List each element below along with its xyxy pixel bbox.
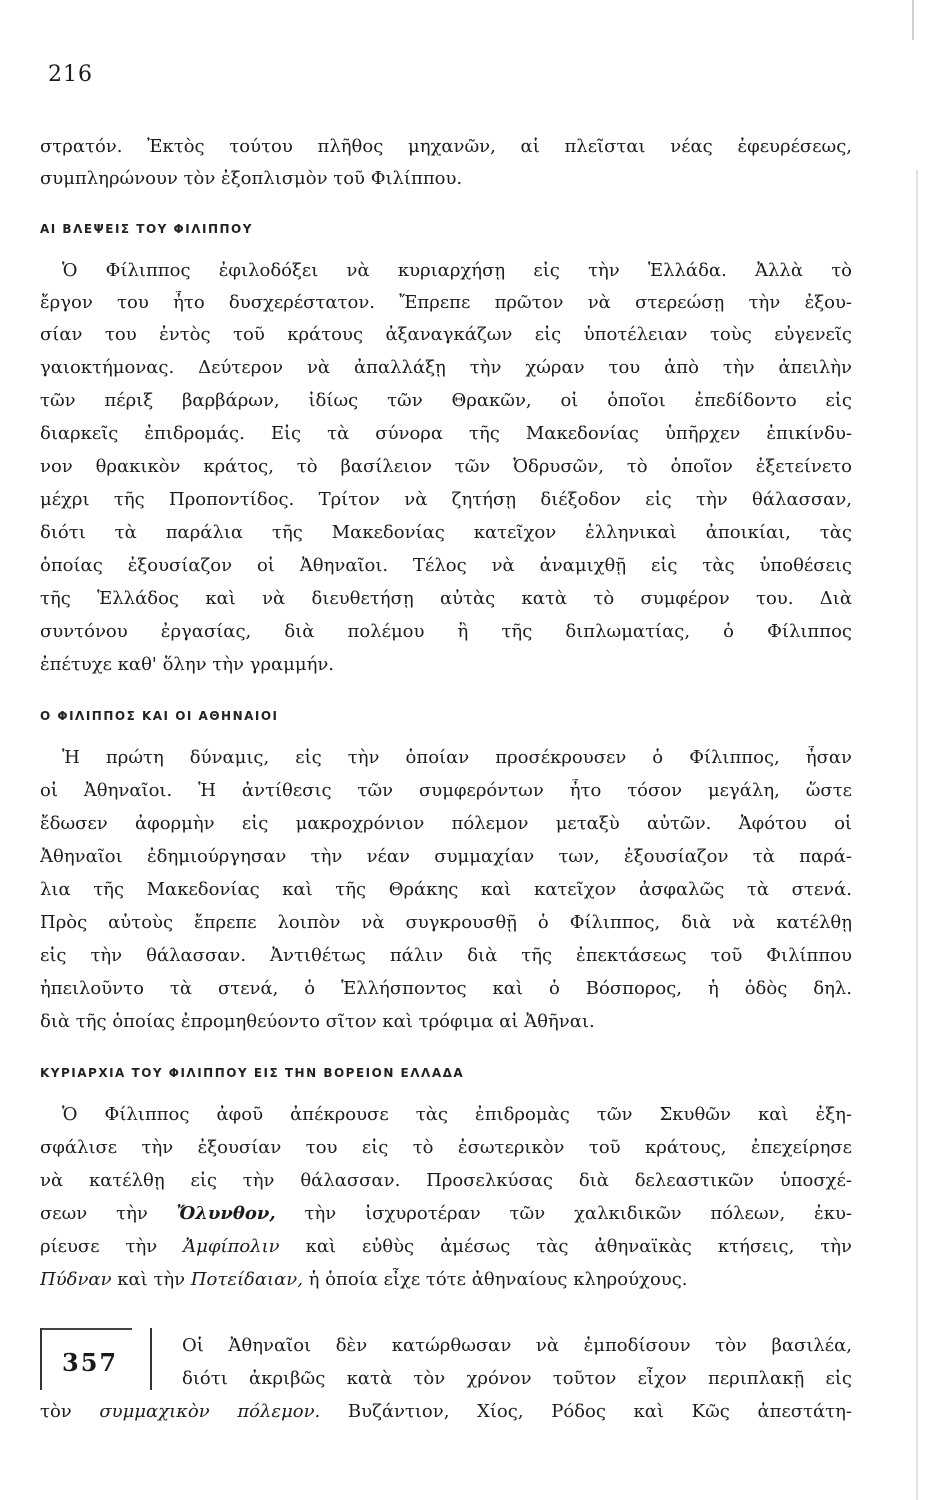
section-heading: ΑΙ ΒΛΕΨΕΙΣ ΤΟΥ ΦΙΛΙΠΠΟΥ — [40, 222, 253, 236]
text-line: ἔργον του ἦτο δυσχερέστατον. Ἔπρεπε πρῶτον νὰ στερεώσῃ τὴν ἐξου- — [40, 292, 852, 313]
text-run: σεων τὴν — [40, 1203, 177, 1224]
text-line: εἰς τὴν θάλασσαν. Ἀντιθέτως πάλιν διὰ τῆς ἐπεκτάσεως τοῦ Φιλίππου — [40, 945, 852, 966]
text-line: Ὁ Φίλιππος ἐφιλοδόξει νὰ κυριαρχήσῃ εἰς τὴν Ἑλλάδα. Ἀλλὰ τὸ — [62, 260, 852, 281]
text-run: ἡ ὁποία εἶχε τότε ἀθηναίους κληρούχους. — [302, 1269, 688, 1290]
text-run: τὴν ἰσχυροτέραν τῶν χαλκιδικῶν πόλεων, ἐκυ- — [275, 1203, 852, 1224]
text-line: Ἀθηναῖοι ἐδημιούργησαν τὴν νέαν συμμαχίαν των, ἐξουσίαζον τὰ παρά- — [40, 846, 852, 867]
text-run: ρίευσε τὴν — [40, 1236, 184, 1257]
text-run: καὶ τὴν — [111, 1269, 191, 1290]
text-line: τῆς Ἑλλάδος καὶ νὰ διευθετήσῃ αὐτὰς κατὰ τὸ συμφέρον του. Διὰ — [40, 588, 852, 609]
text-line: ὁποίας ἐξουσίαζον οἱ Ἀθηναῖοι. Τέλος νὰ ἀναμιχθῇ εἰς τὰς ὑποθέσεις — [40, 555, 852, 576]
text-line: διαρκεῖς ἐπιδρομάς. Εἰς τὰ σύνορα τῆς Μακεδονίας ὑπῆρχεν ἐπικίνδυ- — [40, 423, 852, 444]
text-line: τῶν πέριξ βαρβάρων, ἰδίως τῶν Θρακῶν, οἱ ὁποῖοι ἐπεδίδοντο εἰς — [40, 390, 852, 411]
text-line: νον θρακικὸν κράτος, τὸ βασίλειον τῶν Ὀδρυσῶν, τὸ ὁποῖον ἐξετείνετο — [40, 456, 852, 477]
text-line — [40, 1202, 852, 1226]
text-line — [40, 1400, 852, 1424]
place-name-pydna: Πύδναν — [40, 1269, 112, 1290]
page-edge-shadow — [912, 0, 914, 40]
text-line: Ὁ Φίλιππος ἀφοῦ ἀπέκρουσε τὰς ἐπιδρομὰς τῶν Σκυθῶν καὶ ἐξη- — [62, 1104, 852, 1125]
text-line: οἱ Ἀθηναῖοι. Ἡ ἀντίθεσις τῶν συμφερόντων ἦτο τόσον μεγάλη, ὥστε — [40, 780, 852, 801]
text-line: μέχρι τῆς Προποντίδος. Τρίτον νὰ ζητήσῃ διέξοδον εἰς τὴν θάλασσαν, — [40, 489, 852, 510]
text-line: συντόνου ἐργασίας, διὰ πολέμου ἢ τῆς διπλωματίας, ὁ Φίλιππος — [40, 621, 852, 642]
text-line: γαιοκτήμονας. Δεύτερον νὰ ἀπαλλάξῃ τὴν χώραν του ἀπὸ τὴν ἀπειλὴν — [40, 357, 852, 378]
page-edge-shadow — [916, 170, 918, 1500]
text-line: Οἱ Ἀθηναῖοι δὲν κατώρθωσαν νὰ ἐμποδίσουν τὸν βασιλέα, — [182, 1335, 852, 1356]
text-line: σίαν του ἐντὸς τοῦ κράτους ἀξαναγκάζων εἰς ὑποτέλειαν τοὺς εὐγενεῖς — [40, 324, 852, 345]
text-line: διότι τὰ παράλια τῆς Μακεδονίας κατεῖχον ἑλληνικαὶ ἀποικίαι, τὰς — [40, 522, 852, 543]
place-name-olynthos: Ὄλυνθον, — [176, 1203, 276, 1224]
section-heading: ΚΥΡΙΑΡΧΙΑ ΤΟΥ ΦΙΛΙΠΠΟΥ ΕΙΣ ΤΗΝ ΒΟΡΕΙΟΝ ΕΛΛΑΔΑ — [40, 1066, 465, 1080]
margin-reference-number: 357 — [62, 1348, 119, 1377]
text-line — [40, 1268, 852, 1292]
text-line: ἠπειλοῦντο τὰ στενά, ὁ Ἑλλήσποντος καὶ ὁ Βόσπορος, ἡ ὁδὸς δηλ. — [40, 978, 852, 999]
place-name-potidaea: Ποτείδαιαν, — [190, 1269, 303, 1290]
text-line: Ἡ πρώτη δύναμις, εἰς τὴν ὁποίαν προσέκρουσεν ὁ Φίλιππος, ἦσαν — [62, 747, 852, 768]
text-line: συμπληρώνουν τὸν ἐξοπλισμὸν τοῦ Φιλίππου. — [40, 168, 463, 189]
book-page — [40, 0, 885, 1500]
text-run: τὸν — [40, 1401, 100, 1422]
term-symmachikos-polemos: συμμαχικὸν πόλεμον. — [99, 1401, 321, 1422]
place-name-amphipolis: Ἀμφίπολιν — [183, 1236, 280, 1257]
text-run: Βυζάντιον, Χίος, Ρόδος καὶ Κῶς ἀπεστάτη- — [320, 1401, 852, 1422]
text-line — [40, 1235, 852, 1259]
text-line: σφάλισε τὴν ἐξουσίαν του εἰς τὸ ἐσωτερικὸν τοῦ κράτους, ἐπεχείρησε — [40, 1137, 852, 1158]
section-heading: Ο ΦΙΛΙΠΠΟΣ ΚΑΙ ΟΙ ΑΘΗΝΑΙΟΙ — [40, 709, 279, 723]
text-line: ἐπέτυχε καθ' ὅλην τὴν γραμμήν. — [40, 654, 335, 675]
text-line: Πρὸς αὐτοὺς ἔπρεπε λοιπὸν νὰ συγκρουσθῇ ὁ Φίλιππος, διὰ νὰ κατέλθῃ — [40, 912, 852, 933]
margin-reference-box — [40, 1328, 152, 1390]
page-number: 216 — [48, 62, 93, 87]
text-line: λια τῆς Μακεδονίας καὶ τῆς Θράκης καὶ κατεῖχον ἀσφαλῶς τὰ στενά. — [40, 879, 852, 900]
text-line: ἔδωσεν ἀφορμὴν εἰς μακροχρόνιον πόλεμον μεταξὺ αὐτῶν. Ἀφότου οἱ — [40, 813, 852, 834]
text-line: διὰ τῆς ὁποίας ἐπρομηθεύοντο σῖτον καὶ τρόφιμα αἱ Ἀθῆναι. — [40, 1011, 595, 1032]
text-line: νὰ κατέλθῃ εἰς τὴν θάλασσαν. Προσελκύσας διὰ δελεαστικῶν ὑποσχέ- — [40, 1170, 852, 1191]
text-run: καὶ εὐθὺς ἀμέσως τὰς ἀθηναϊκὰς κτήσεις, τὴν — [279, 1236, 852, 1257]
text-line: στρατόν. Ἐκτὸς τούτου πλῆθος μηχανῶν, αἱ πλεῖσται νέας ἐφευρέσεως, — [40, 136, 852, 157]
text-line: διότι ἀκριβῶς κατὰ τὸν χρόνον τοῦτον εἶχον περιπλακῇ εἰς — [182, 1368, 852, 1389]
